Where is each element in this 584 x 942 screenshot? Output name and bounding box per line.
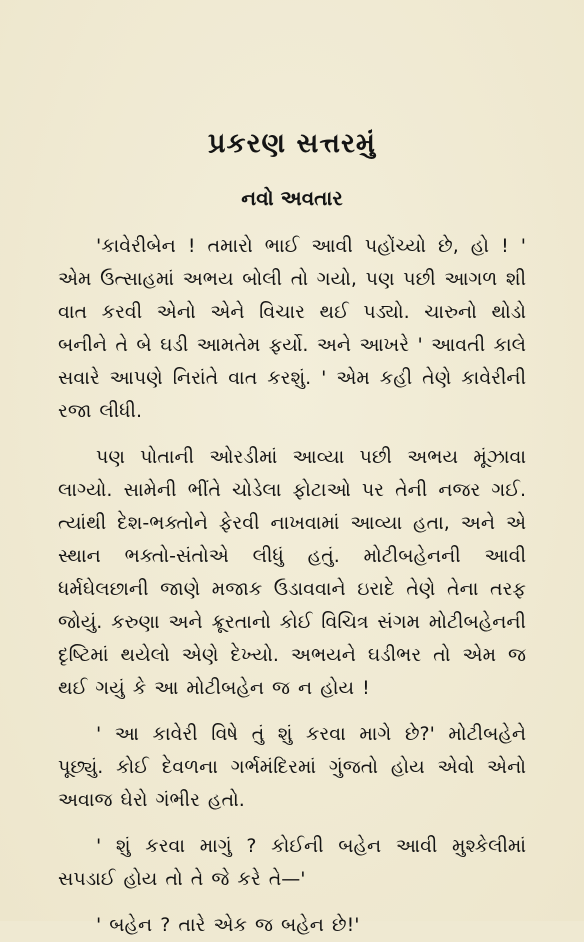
chapter-subtitle: નવો અવતાર bbox=[241, 186, 343, 210]
chapter-title: પ્રકરણ સત્તરમું bbox=[207, 128, 376, 159]
paragraph: ' આ કાવેરી વિષે તું શું કરવા માગે છે?' મોટીબહેને પૂછ્યું. કોઈ દેવળના ગર્ભમંદિરમાં ગુંજતો હોય એવો એનો અવાજ ઘેરો ગંભીર હતો. bbox=[58, 723, 526, 811]
paragraph: 'કાવેરીબેન ! તમારો ભાઈ આવી પહોંચ્યો છે, હો ! ' એમ ઉત્સાહમાં અભય બોલી તો ગયો, પણ પછી આગળ શી વાત કરવી એનો એને વિચાર થઈ પડ્યો. ચારુનો થોડો બનીને તે બે ઘડી આમતેમ ફર્યો. અને આખરે ' આવતી કાલે સવારે આપણે નિરાંતે વાત કરશું. ' એમ કહી તેણે કાવેરીની રજા લીધી. bbox=[58, 235, 526, 422]
paragraph: પણ પોતાની ઓરડીમાં આવ્યા પછી અભય મૂંઝાવા લાગ્યો. સામેની ભીંતે ચોડેલા ફોટાઓ પર તેની નજર ગઈ. ત્યાંથી દેશ-ભક્તોને ફેરવી નાખવામાં આવ્યા હતા, અને એ સ્થાન ભક્તો-સંતોએ લીધું હતું. મોટીબહેનની આવી ધર્મઘેલછાની જાણે મજાક ઉડાવવાને ઇરાદે તેણે તેના તરફ જોયું. કરુણા અને ક્રૂરતાનો કોઈ વિચિત્ર સંગમ મોટીબહેનની દૃષ્ટિમાં થયેલો એણે દેખ્યો. અભયને ઘડીભર તો એમ જ થઈ ગયું કે આ મોટીબહેન જ ન હોય ! bbox=[58, 446, 526, 699]
paragraph: ' બહેન ? તારે એક જ બહેન છે!' bbox=[96, 914, 360, 936]
paragraph: ' શું કરવા માગું ? કોઈની બહેન આવી મુશ્કેલીમાં સપડાઈ હોય તો તે જે કરે તે—' bbox=[58, 835, 526, 890]
